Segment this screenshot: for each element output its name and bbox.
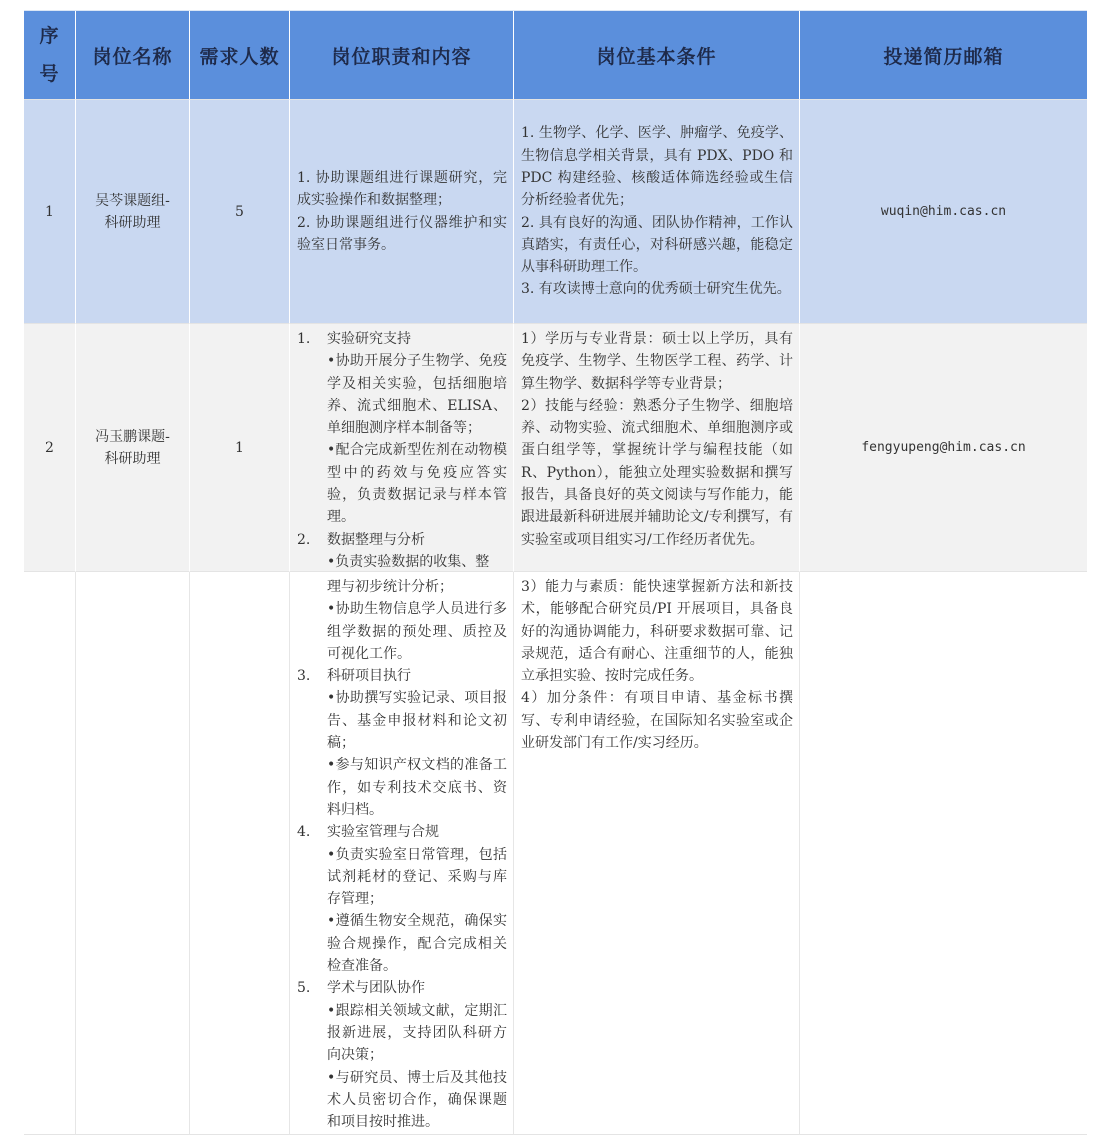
row2-cont-position — [76, 572, 190, 1135]
duty-sub: •配合完成新型佐剂在动物模型中的药效与免疫应答实验，负责数据记录与样本管理。 — [327, 442, 507, 526]
duty-sub: •跟踪相关领域文献，定期汇报新进展，支持团队科研方向决策； — [327, 1002, 507, 1064]
duty-sub: •协助撰写实验记录、项目报告、基金申报材料和论文初稿； — [327, 690, 507, 752]
duty-sub: •负责实验数据的收集、整 — [327, 553, 490, 570]
duty-sub: •参与知识产权文档的准备工作，如专利技术交底书、资料归档。 — [327, 757, 507, 818]
header-duties: 岗位职责和内容 — [290, 11, 514, 100]
row2-cont-email — [800, 572, 1087, 1135]
duty-sub: 理与初步统计分析； — [327, 579, 453, 595]
duty-item: 2. 数据整理与分析 — [297, 531, 425, 548]
row2-email[interactable]: fengyupeng@him.cas.cn — [800, 324, 1087, 572]
header-seq: 序号 — [24, 11, 76, 100]
duty-item: 4. 实验室管理与合规 — [297, 824, 439, 841]
row1-duty-2: 2. 协助课题组进行仪器维护和实验室日常事务。 — [297, 214, 507, 253]
duty-item: 1. 实验研究支持 — [297, 331, 411, 347]
row2-duties — [290, 324, 514, 572]
header-count: 需求人数 — [190, 11, 290, 100]
duty-sub: •负责实验室日常管理，包括试剂耗材的登记、采购与库存管理； — [327, 846, 507, 908]
row1-email[interactable]: wuqin@him.cas.cn — [800, 100, 1087, 324]
row1-seq: 1 — [24, 100, 76, 324]
row2-req-1: 1）学历与专业背景：硕士以上学历，具有免疫学、生物学、生物医学工程、药学、计算生物学、数据科学等专业背景； — [521, 331, 793, 392]
row2-cont-seq — [24, 572, 76, 1135]
row2-requirements — [514, 324, 800, 572]
header-requirements: 岗位基本条件 — [514, 11, 800, 100]
row2-req-2: 2）技能与经验：熟悉分子生物学、细胞培养、动物实验、流式细胞术、单细胞测序或蛋白组学等，掌握统计学与编程技能（如 R、Python），能独立处理实验数据和撰写报告，具备良好的英文阅读与写作能力，能跟进最新科研进展并辅助论文/专利撰写，有实验室或项目组实习/工作经历者优先。 — [521, 397, 793, 548]
row1-duties — [290, 100, 514, 324]
row1-position-text: 吴芩课题组-科研助理 — [95, 192, 170, 231]
row2-cont-requirements — [514, 572, 800, 1135]
row1-duty-1: 1. 协助课题组进行课题研究，完成实验操作和数据整理； — [297, 169, 507, 209]
row2-seq: 2 — [24, 324, 76, 572]
duty-item: 5. 学术与团队协作 — [297, 980, 425, 997]
row2-position — [76, 324, 190, 572]
row1-req-2: 2. 具有良好的沟通、团队协作精神，工作认真踏实，有责任心，对科研感兴趣，能稳定从事科研助理工作。 — [521, 214, 793, 276]
row1-count: 5 — [190, 100, 290, 324]
duty-sub: •与研究员、博士后及其他技术人员密切合作，确保课题和项目按时推进。 — [327, 1069, 507, 1131]
row1-req-1: 1. 生物学、化学、医学、肿瘤学、免疫学、生物信息学相关背景，具有 PDX、PDO 和 PDC 构建经验、核酸适体筛选经验或生信分析经验者优先； — [521, 125, 793, 209]
row2-cont-count — [190, 572, 290, 1135]
row2-cont-duties — [290, 572, 514, 1135]
row1-req-3: 3. 有攻读博士意向的优秀硕士研究生优先。 — [521, 281, 791, 298]
duty-sub: •协助开展分子生物学、免疫学及相关实验，包括细胞培养、流式细胞术、ELISA、单细胞测序样本制备等； — [327, 353, 507, 437]
row1-position — [76, 100, 190, 324]
row2-req-3: 3）能力与素质：能快速掌握新方法和新技术，能够配合研究员/PI 开展项目，具备良好的沟通协调能力，科研要求数据可靠、记录规范，适合有耐心、注重细节的人，能独立承担实验、按时完成任务。 — [521, 579, 793, 685]
recruitment-table — [24, 10, 1087, 1135]
header-position: 岗位名称 — [76, 11, 190, 100]
row2-req-4: 4）加分条件：有项目申请、基金标书撰写、专利申请经验，在国际知名实验室或企业研发部门有工作/实习经历。 — [521, 690, 793, 752]
duty-sub: •遵循生物安全规范，确保实验合规操作，配合完成相关检查准备。 — [327, 913, 507, 975]
row2-position-text: 冯玉鹏课题-科研助理 — [95, 428, 170, 467]
header-email: 投递简历邮箱 — [800, 11, 1087, 100]
row1-requirements — [514, 100, 800, 324]
duty-item: 3. 科研项目执行 — [297, 668, 411, 685]
row2-count: 1 — [190, 324, 290, 572]
duty-sub: •协助生物信息学人员进行多组学数据的预处理、质控及可视化工作。 — [327, 601, 507, 662]
